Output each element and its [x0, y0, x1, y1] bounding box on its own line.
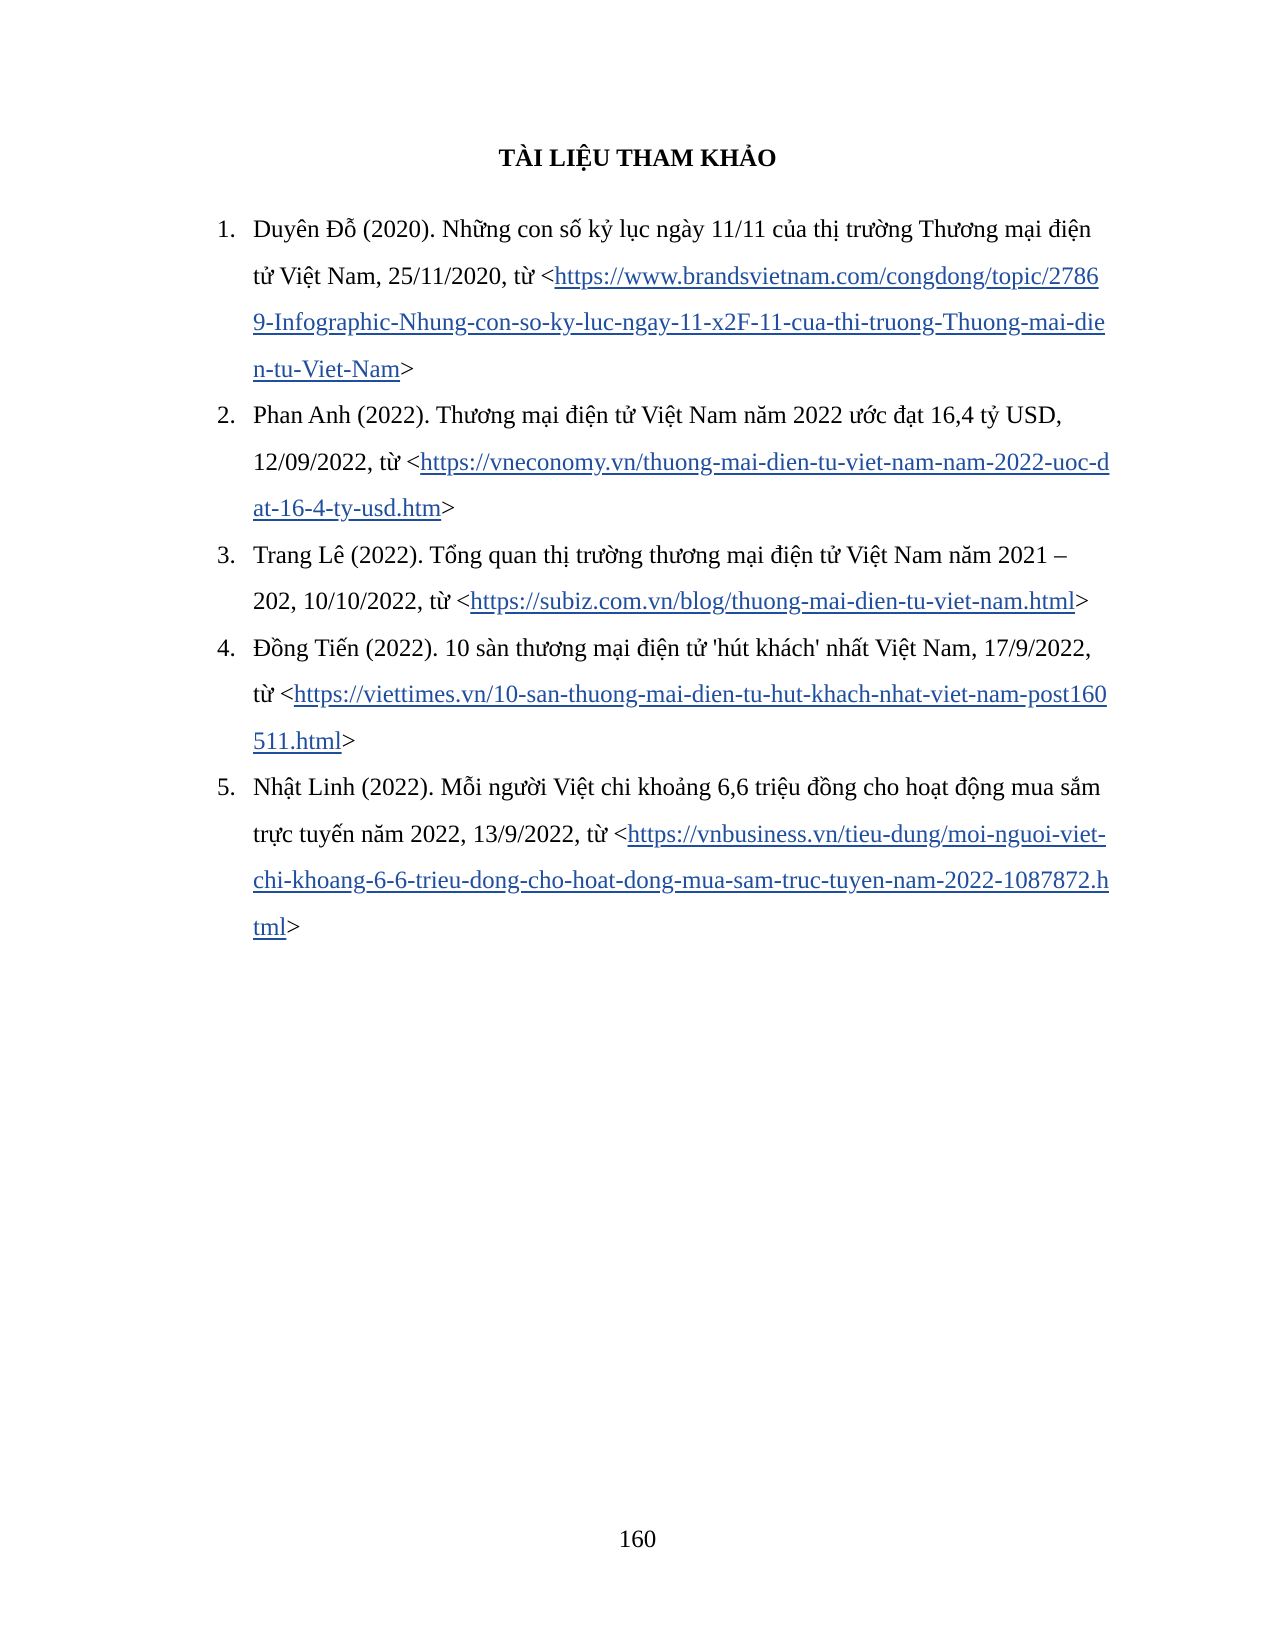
- reference-item: [210, 533, 1110, 626]
- reference-suffix: >: [1075, 588, 1090, 615]
- reference-text: Đồng Tiến (2022). 10 sàn thương mại điện tử 'hút khách' nhất Việt Nam, 17/9/2022, từ <: [253, 634, 1092, 708]
- reference-text-block: [253, 765, 1110, 951]
- reference-list: [210, 207, 1110, 951]
- reference-link[interactable]: https://vnbusiness.vn/tieu-dung/moi-nguoi-viet-chi-khoang-6-6-trieu-dong-cho-hoat-dong-mua-sam-truc-tuyen-nam-2022-1087872.html: [253, 820, 1109, 941]
- reference-link[interactable]: https://www.brandsvietnam.com/congdong/topic/27869-Infographic-Nhung-con-so-ky-luc-ngay-11-x2F-11-cua-thi-truong-Thuong-mai-dien-tu-Viet-Nam: [253, 262, 1106, 383]
- reference-text: Duyên Đỗ (2020). Những con số kỷ lục ngày 11/11 của thị trường Thương mại điện tử Việt Nam, 25/11/2020, từ <: [253, 216, 1092, 290]
- reference-text-block: [253, 533, 1110, 626]
- reference-suffix: >: [341, 727, 356, 755]
- reference-suffix: >: [441, 495, 456, 522]
- reference-text: Nhật Linh (2022). Mỗi người Việt chi khoảng 6,6 triệu đồng cho hoạt động mua sắm trực tuyến năm 2022, 13/9/2022, từ <: [253, 774, 1101, 848]
- reference-number: 2.: [217, 402, 236, 429]
- reference-number: 4.: [217, 634, 236, 662]
- reference-item: [210, 393, 1110, 533]
- reference-item: [210, 626, 1110, 766]
- reference-number: 3.: [217, 541, 236, 569]
- reference-text-block: [253, 393, 1110, 533]
- reference-text: Phan Anh (2022). Thương mại điện tử Việt Nam năm 2022 ước đạt 16,4 tỷ USD, 12/09/2022, từ <: [253, 402, 1063, 476]
- reference-text-block: [253, 626, 1110, 766]
- page-title: TÀI LIỆU THAM KHẢO: [498, 145, 777, 172]
- reference-text-block: [253, 207, 1110, 393]
- reference-item: [210, 765, 1110, 951]
- reference-link[interactable]: https://vneconomy.vn/thuong-mai-dien-tu-viet-nam-nam-2022-uoc-dat-16-4-ty-usd.htm: [253, 448, 1110, 522]
- reference-suffix: >: [286, 913, 301, 941]
- reference-item: [210, 207, 1110, 393]
- reference-link[interactable]: https://subiz.com.vn/blog/thuong-mai-dien-tu-viet-nam.html: [470, 588, 1076, 615]
- reference-text: Trang Lê (2022). Tổng quan thị trường thương mại điện tử Việt Nam năm 2021 – 202, 10/10/2022, từ <: [253, 541, 1067, 615]
- reference-link[interactable]: https://viettimes.vn/10-san-thuong-mai-dien-tu-hut-khach-nhat-viet-nam-post160511.html: [253, 681, 1107, 755]
- reference-suffix: >: [400, 355, 415, 383]
- page-number: 160: [618, 1526, 657, 1553]
- reference-number: 1.: [217, 216, 236, 243]
- reference-number: 5.: [217, 774, 236, 801]
